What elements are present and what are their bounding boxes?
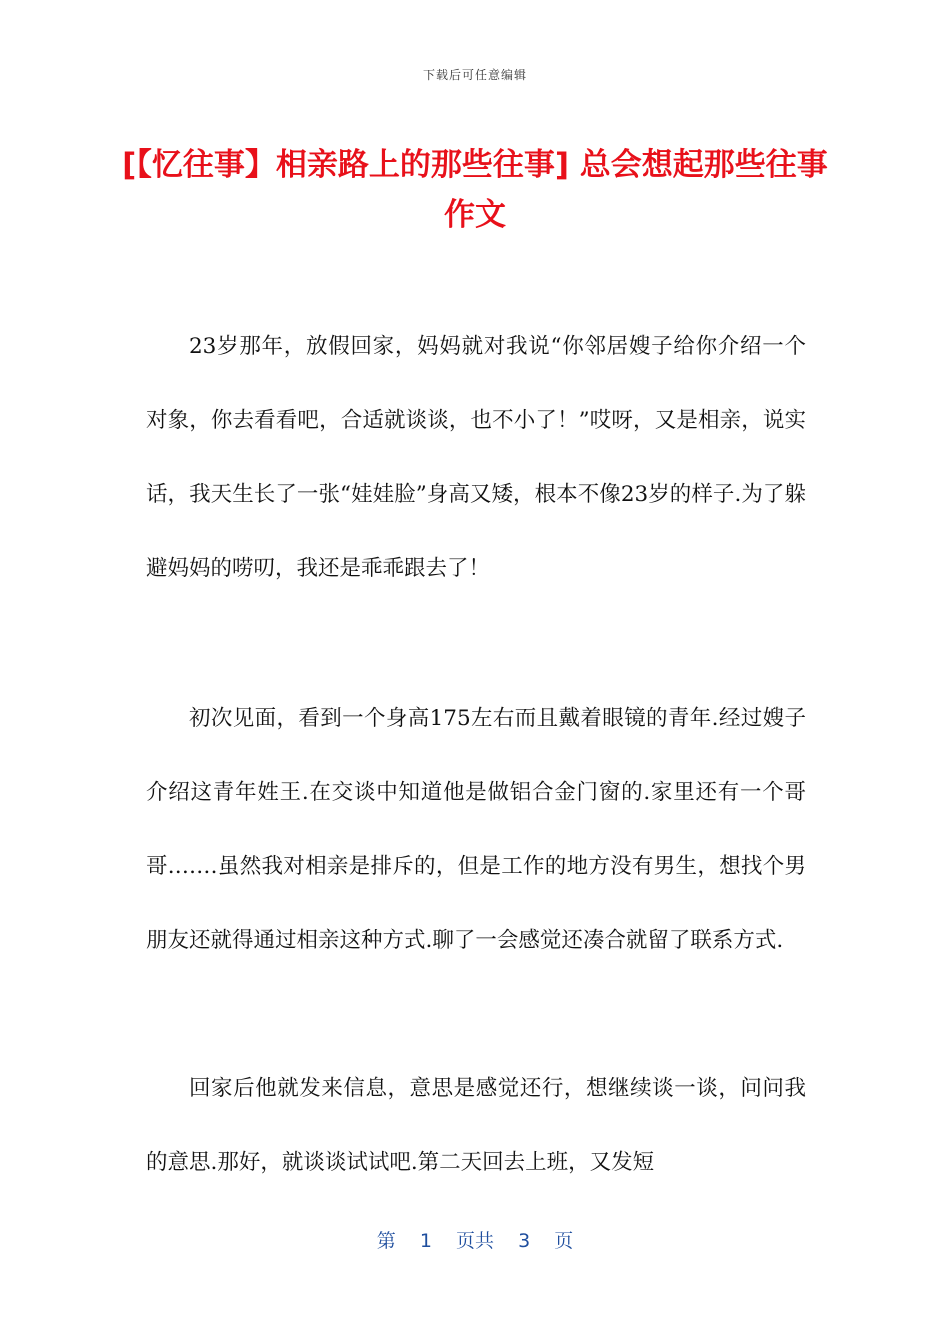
page-number-label: 第 1 页共 3 页 xyxy=(376,1230,574,1252)
page-footer xyxy=(0,1226,950,1253)
paragraph-block xyxy=(146,1052,806,1200)
document-title: [【忆往事】相亲路上的那些往事] 总会想起那些往事作文 xyxy=(122,147,828,233)
paragraph-1: 23岁那年，放假回家，妈妈就对我说“你邻居嫂子给你介绍一个对象，你去看看吧，合适就谈谈，也不小了！”哎呀，又是相亲，说实话，我天生长了一张“娃娃脸”身高又矮，根本不像23岁的样子.为了躲避妈妈的唠叨，我还是乖乖跟去了！ xyxy=(146,334,806,581)
paragraph-3: 回家后他就发来信息，意思是感觉还行，想继续谈一谈，问问我的意思.那好，就谈谈试试吧.第二天回去上班，又发短 xyxy=(146,1076,806,1175)
paragraph-block xyxy=(146,310,806,606)
paragraph-block xyxy=(146,682,806,978)
header-note: 下载后可任意编辑 xyxy=(422,68,527,82)
paragraph-2: 初次见面，看到一个身高175左右而且戴着眼镜的青年.经过嫂子介绍这青年姓王.在交谈中知道他是做铝合金门窗的.家里还有一个哥哥.……虽然我对相亲是排斥的，但是工作的地方没有男生，想找个男朋友还就得通过相亲这种方式.聊了一会感觉还凑合就留了联系方式. xyxy=(146,706,806,953)
